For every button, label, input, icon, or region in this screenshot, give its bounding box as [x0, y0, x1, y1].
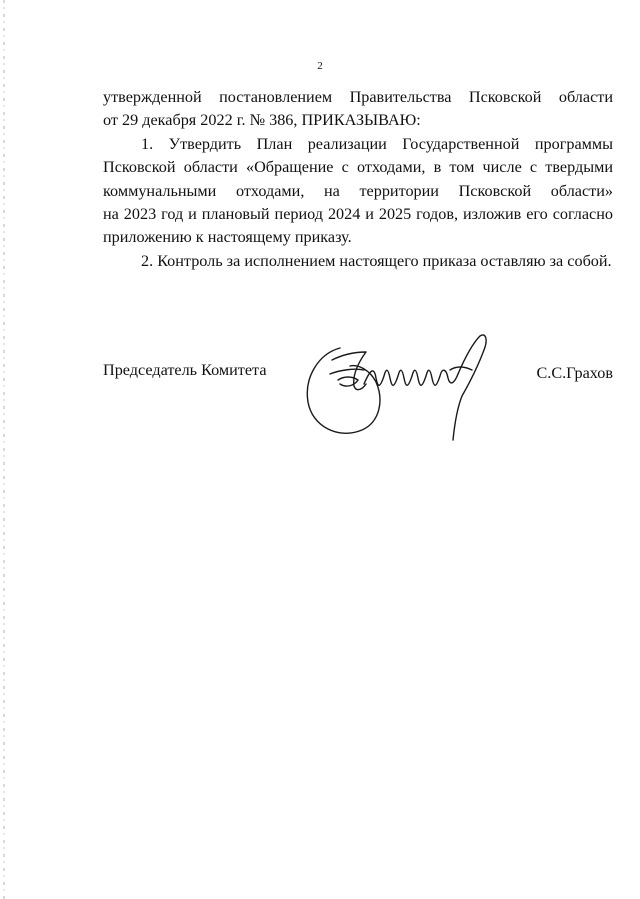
item1-line-2: Псковской области «Обращение с отходами, в том числе с твердыми: [103, 158, 613, 177]
signer-position: Председатель Комитета: [103, 361, 267, 379]
signer-name: С.С.Грахов: [536, 364, 613, 382]
item1-line-1: 1. Утвердить План реализации Государственной программы: [141, 134, 613, 153]
item1-line-3: коммунальными отходами, на территории Псковской области»: [103, 181, 613, 200]
page-number: 2: [317, 60, 323, 72]
intro-line-2: от 29 декабря 2022 г. № 386, ПРИКАЗЫВАЮ:: [103, 111, 421, 130]
item1-line-4: на 2023 год и плановый период 2024 и 2025 годов, изложив его согласно: [103, 205, 613, 224]
scan-edge: [3, 0, 5, 899]
document-body: [103, 86, 613, 273]
handwritten-signature-icon: [300, 330, 495, 445]
item1-line-5: приложению к настоящему приказу.: [103, 228, 352, 247]
item2-line-1: 2. Контроль за исполнением настоящего приказа оставляю за собой.: [141, 251, 612, 270]
intro-line-1: утвержденной постановлением Правительства Псковской области: [103, 88, 613, 106]
